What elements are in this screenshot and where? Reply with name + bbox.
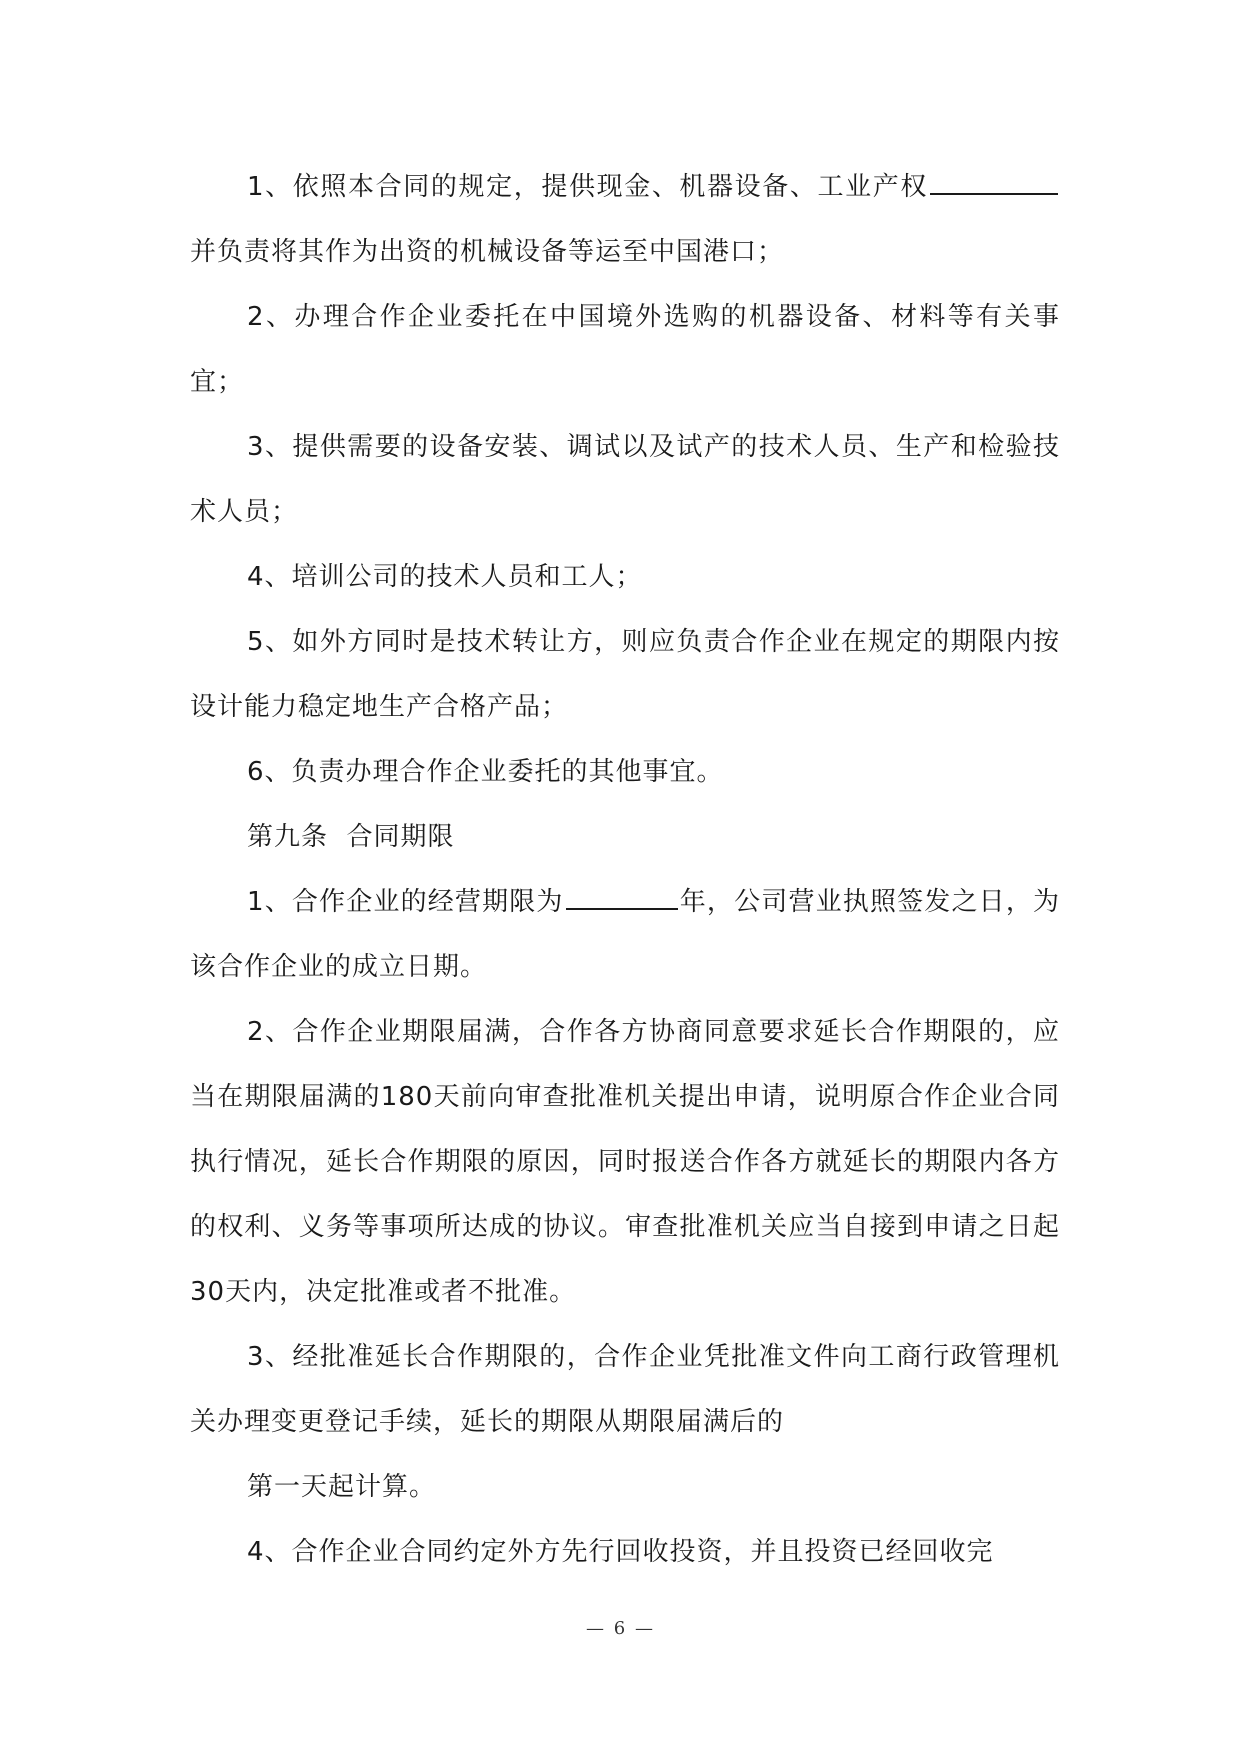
paragraph-term-1 (190, 870, 1060, 1000)
fill-in-blank (930, 165, 1058, 195)
paragraph-obligation-6: 6、负责办理合作企业委托的其他事宜。 (247, 757, 724, 787)
paragraph-term-3-continued: 第一天起计算。 (247, 1472, 437, 1502)
paragraph-text: 并负责将其作为出资的机械设备等运至中国港口； (190, 237, 785, 267)
page-number: — 6 — (586, 1618, 655, 1639)
paragraph-text: 年，公司营业执照签发之日，为该合作企业的成立日期。 (190, 887, 1060, 982)
paragraph-obligation-5: 5、如外方同时是技术转让方，则应负责合作企业在规定的期限内按设计能力稳定地生产合格产品； (190, 627, 1060, 722)
document-body (190, 155, 1060, 1585)
paragraph-obligation-4: 4、培训公司的技术人员和工人； (247, 562, 643, 592)
fill-in-blank (566, 880, 678, 910)
paragraph-obligation-1 (190, 155, 1060, 285)
paragraph-term-3: 3、经批准延长合作期限的，合作企业凭批准文件向工商行政管理机关办理变更登记手续，延长的期限从期限届满后的 (190, 1342, 1060, 1437)
article-heading: 第九条 合同期限 (247, 822, 455, 852)
paragraph-text: 1、合作企业的经营期限为 (247, 887, 564, 917)
paragraph-term-2: 2、合作企业期限届满，合作各方协商同意要求延长合作期限的，应当在期限届满的180天前向审查批准机关提出申请，说明原合作企业合同执行情况，延长合作期限的原因，同时报送合作各方就延长的期限内各方的权利、义务等事项所达成的协议。审查批准机关应当自接到申请之日起30天内，决定批准或者不批准。 (190, 1017, 1060, 1307)
paragraph-obligation-2: 2、办理合作企业委托在中国境外选购的机器设备、材料等有关事宜； (190, 302, 1060, 397)
paragraph-obligation-3: 3、提供需要的设备安装、调试以及试产的技术人员、生产和检验技术人员； (190, 432, 1060, 527)
paragraph-text: 1、依照本合同的规定，提供现金、机器设备、工业产权 (247, 172, 928, 202)
paragraph-term-4: 4、合作企业合同约定外方先行回收投资，并且投资已经回收完 (247, 1537, 994, 1567)
